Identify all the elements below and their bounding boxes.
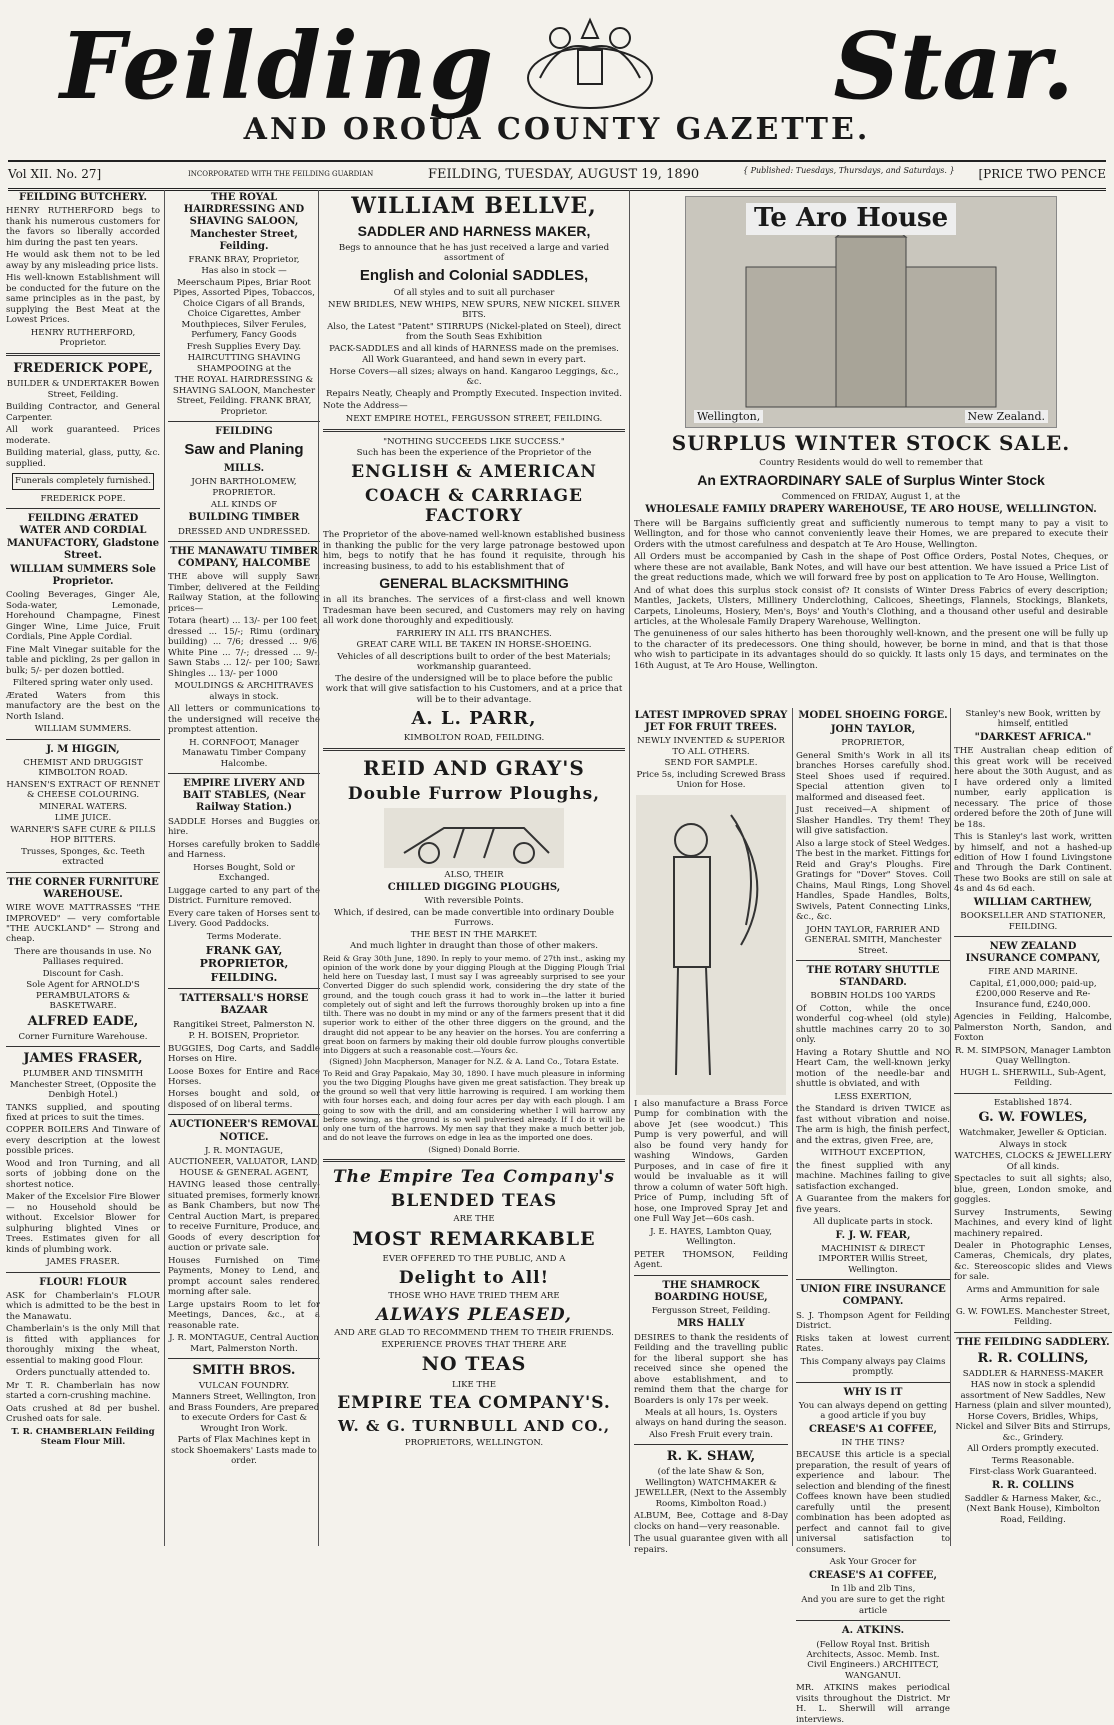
bellve-saddles: English and Colonial SADDLES, [359, 266, 589, 284]
manawatu-heading: THE MANAWATU TIMBER COMPANY, HALCOMBE [169, 546, 319, 570]
atkins-name: A. ATKINS. [841, 1625, 905, 1637]
stock-list: Meerschaum Pipes, Briar Root Pipes, Assorted Pipes, Tobaccos, Choice Cigars of all Brands, Choice Cigarettes, Amber Mouthpieces, Silver Ferules, Perfumery, Fancy Goods [173, 277, 315, 341]
masthead-subtitle: AND OROUA COUNTY GAZETTE. [243, 112, 871, 147]
divider [168, 421, 320, 422]
furniture-text-2: There are thousands in use. No Palliases required. [14, 946, 152, 968]
tea-line-3: MOST REMARKABLE [352, 1227, 596, 1250]
shaw-text-3: The usual guarantee given with all repairs. [634, 1534, 788, 1555]
te-aro-text-5: All Orders must be accompanied by Cash in the shape of Post Office Orders, Postal Notes, Cheques, or where these are not available, Bank Notes, and will have our best attention. We have issued a Price List of the great reductions made, which we will forward free by post on application to Te Aro House, Wellington. [634, 552, 1108, 584]
divider [168, 773, 320, 774]
te-aro-house-engraving [685, 196, 1057, 428]
union-text-1: S. J. Thompson Agent for Feilding District. [796, 1310, 950, 1332]
timber-line-3: DRESSED AND UNDRESSED. [177, 526, 311, 537]
higgin-item-3: LIME JUICE. [54, 813, 112, 824]
bellve-text-7: Horse Covers—all sizes; always on hand. Kangaroo Leggings, &c., &c. [329, 366, 619, 388]
stanley-text-4: This is Stanley's last work, written by himself, and not a hashed-up edition of How I found Livingstone and Through the Dark Continent. These two Books are still on sale at 4s and 4s 6d each. [954, 832, 1112, 895]
livery-text-1: SADDLE Horses and Buggies on hire. [168, 816, 320, 838]
flour-text-4: Mr T. R. Chamberlain has now started a corn-crushing machine. [6, 1380, 160, 1402]
column-5 [792, 708, 950, 1725]
furniture-text-1: WIRE WOVE MATTRASSES "THE IMPROVED" — very comfortable "THE AUCKLAND" — Strong and cheap. [6, 903, 160, 945]
shamrock-text-1: DESIRES to thank the residents of Feilding and the travelling public for the liberal support she has received since she opened the above establishment, and to remind them that the charge for Boarders is only 17s per week. [634, 1332, 788, 1406]
divider [168, 541, 320, 542]
boisen-name: P. H. BOISEN, Proprietor. [188, 1031, 300, 1042]
auction-text-1: HAVING leased those centrally-situated premises, formerly known as Bank Chambers, but now The Central Auction Mart, is prepared to receive Furniture, Produce, and Goods of every description for auction or private sale. [168, 1180, 320, 1254]
divider [6, 353, 160, 356]
bellve-subheading: SADDLER AND HARNESS MAKER, [357, 222, 591, 239]
sherwill-signature: HUGH L. SHERWILL, Sub-Agent, Feilding. [959, 1067, 1107, 1089]
divider [634, 1444, 788, 1445]
mill-proprietor: PROPRIETOR. [212, 488, 276, 499]
reid-letter-2: To Reid and Gray Papakaio, May 30, 1890. I have much pleasure in informing you the two Digging Ploughs have given me great satisfaction. They break up the ground so well that very little harrowing is required. I am working them with four horses each, and doing four acres per day with each plough. I am going to sow with the drill, and am considering whether I will harrow any before sowing, as the ground is so well pulverised already. If I do it will be only one turn of the harrows. My men say that they make a much better job, and do not leave the furrows on edge in lea as the imported one does. [323, 1068, 625, 1143]
bellve-text-6: All Work Guaranteed, and hand sewn in every part. [362, 355, 586, 366]
fowles-heading: G. W. FOWLES, [978, 1110, 1088, 1126]
collins-text-4: First-class Work Guaranteed. [969, 1467, 1097, 1478]
vinegar-text: Fine Malt Vinegar suitable for the table and pickling, 2s per gallon in bulk; 5/- per dozen bottled. [6, 644, 160, 676]
engraving-title: Te Aro House [746, 203, 956, 235]
tea-line-12: EMPIRE TEA COMPANY'S. [337, 1393, 611, 1414]
auction-text-2: Houses Furnished on Time Payments, Money to Lend, and prompt account sales rendered morning after sale. [168, 1255, 320, 1298]
why-text-1: You can always depend on getting a good article if you buy [798, 1400, 948, 1422]
parr-signature: A. L. PARR, [411, 708, 537, 730]
reid-heading-1: REID AND GRAY'S [363, 756, 585, 781]
man-with-spray-illustration [636, 795, 786, 1095]
hayes-text-5: I also manufacture a Brass Force Pump for combination with the above Jet (see woodcut.) This Pump is very powerful, and will also be found very handy for washing Windows, Garden Purposes, and in case of fire it would be invaluable as it will throw a column of water 50ft high. Price of Pump, including 5ft of hose, one Improved Spray Jet and one Full Way Jet—60s cash. [634, 1098, 788, 1225]
taylor-text-2: Just received—A shipment of Slasher Handles. Try them! They will give satisfaction. [796, 805, 950, 837]
divider [168, 1114, 320, 1115]
carthew-name: WILLIAM CARTHEW, [973, 896, 1093, 908]
tattersall-text-2: Loose Boxes for Entire and Race Horses. [168, 1066, 320, 1087]
bellve-text-10: NEXT EMPIRE HOTEL, FERGUSSON STREET, FEILDING. [345, 413, 603, 424]
collins-subheading: SADDLER & HARNESS-MAKER [962, 1368, 1104, 1379]
livery-text-2: Horses carefully broken to Saddle and Harness. [168, 839, 320, 861]
te-aro-text-2: Commenced on FRIDAY, August 1, at the [781, 491, 961, 502]
higgin-item-2: MINERAL WATERS. [38, 801, 128, 812]
divider [6, 508, 160, 509]
tattersall-text-3: Horses bought and sold, or disposed of on liberal terms. [168, 1089, 320, 1110]
rotary-text-6: WITHOUT EXCEPTION, [820, 1148, 926, 1159]
fowles-text-1: Always in stock [999, 1139, 1067, 1150]
auction-heading: AUCTIONEER'S REMOVAL NOTICE. [169, 1119, 319, 1143]
shamrock-text-3: Also Fresh Fruit every train. [648, 1429, 774, 1440]
higgin-heading: J. M HIGGIN, [46, 743, 120, 755]
shaw-heading: R. K. SHAW, [666, 1449, 756, 1465]
divider [796, 960, 950, 961]
rotary-text-8: A Guarantee from the makers for five years. [796, 1194, 950, 1215]
taylor-heading: MODEL SHOEING FORGE. [798, 710, 948, 721]
smith-text-2: Parts of Flax Machines kept in stock Shoemakers' Lasts made to order. [171, 1435, 317, 1467]
montague-signature: J. R. MONTAGUE, Central Auction Mart, Palmerston North. [169, 1333, 319, 1354]
collins-signature: R. R. COLLINS [991, 1479, 1075, 1491]
why-heading: WHY IS IT [843, 1386, 903, 1398]
bellve-text-2: Of all styles and to suit all purchaser [393, 288, 555, 299]
divider [954, 936, 1112, 937]
water-list: Cooling Beverages, Ginger Ale, Soda-water, Lemonade, Horehound Champagne, Finest Ginger Wine, Lime Juice, Fruit Cordials, Pine Apple Cordial. [6, 590, 160, 643]
divider [323, 429, 625, 432]
te-aro-text-3: WHOLESALE FAMILY DRAPERY WAREHOUSE, TE ARO HOUSE, WELLLINGTON. [645, 504, 1097, 516]
pope-text-3: Building material, glass, putty, &c. supplied. [6, 448, 160, 469]
tea-line-2: ARE THE [453, 1214, 495, 1225]
divider [796, 1620, 950, 1621]
parr-text-1: Such has been the experience of the Proprietor of the [356, 448, 592, 459]
timber-line-2: BUILDING TIMBER [188, 512, 300, 524]
smith-heading: SMITH BROS. [192, 1363, 296, 1379]
why-text-5: Ask Your Grocer for [829, 1557, 917, 1568]
taylor-subheading: PROPRIETOR, [841, 738, 905, 749]
te-aro-text-7: The genuineness of our sales hitherto has been thoroughly well-known, and the present one will be fully up to the character of its predecessors. One thing should, however, be borne in mind, and that is that those who wish to participate in its advantages should do so quickly. It lasts only 15 days, and terminates on the 16th August, at Te Aro House, Wellington. [634, 629, 1108, 671]
bellve-text-8: Repairs Neatly, Cheaply and Promptly Executed. Inspection invited. [326, 388, 622, 399]
fear-name: F. J. W. FEAR, [835, 1229, 911, 1241]
fowles-signature: G. W. FOWLES. Manchester Street, Feilding. [955, 1306, 1111, 1328]
tea-line-8: AND ARE GLAD TO RECOMMEND THEM TO THEIR FRIENDS. [334, 1328, 614, 1339]
eade-heading: ALFRED EADE, [27, 1013, 139, 1029]
hayes-heading-2: NEWLY INVENTED & SUPERIOR TO ALL OTHERS. [637, 736, 785, 757]
hayes-text-3: SEND FOR SAMPLE. [664, 758, 758, 769]
pope-subheading: BUILDER & UNDERTAKER Bowen Street, Feilding. [6, 379, 160, 400]
divider [796, 1279, 950, 1280]
why-text-3: IN THE TINS? [841, 1437, 905, 1448]
union-text-3: This Company always pay Claims promptly. [800, 1356, 946, 1378]
tea-line-7: ALWAYS PLEASED, [376, 1304, 572, 1325]
saddlery-heading: THE FEILDING SADDLERY. [956, 1336, 1110, 1348]
cornfoot-signature: H. CORNFOOT, Manager Manawatu Timber Company Halcombe. [182, 737, 306, 769]
livery-text-6: Terms Moderate. [206, 931, 282, 942]
higgin-subheading: CHEMIST AND DRUGGIST KIMBOLTON ROAD. [23, 757, 143, 779]
livery-text-5: Every care taken of Horses sent to Livery. Good Paddocks. [168, 908, 320, 930]
flour-text-1: ASK for Chamberlain's FLOUR which is admitted to be the best in the Manawatu. [6, 1290, 160, 1322]
parr-heading-2: COACH & CARRIAGE FACTORY [365, 485, 583, 527]
nz-insurance-text-3: Agencies in Feilding, Halcombe, Palmerston North, Sandon, and Foxton [954, 1012, 1112, 1044]
bellve-text-3: NEW BRIDLES, NEW WHIPS, NEW SPURS, NEW NICKEL SILVER BITS. [328, 299, 620, 321]
stock-heading: Has also in stock — [201, 266, 287, 277]
aerated-text: Ærated Waters from this manufactory are the best on the North Island. [6, 690, 160, 722]
divider [323, 748, 625, 751]
rotary-text-4: LESS EXERTION, [834, 1091, 912, 1102]
hally-name: MRS HALLY [677, 1318, 745, 1330]
eade-subheading: Corner Furniture Warehouse. [18, 1031, 148, 1042]
flour-signature: T. R. CHAMBERLAIN Feilding Steam Flour Mill. [11, 1426, 155, 1448]
divider [954, 1093, 1112, 1094]
parr-address: KIMBOLTON ROAD, FEILDING. [403, 732, 545, 743]
tattersall-address: Rangitikei Street, Palmerston N. [173, 1019, 315, 1030]
pope-signature: FREDERICK POPE. [40, 493, 126, 504]
timber-prices: Totara (heart) ... 13/- per 100 feet; dressed ... 15/-; Rimu (ordinary building) ... 7/6; dressed ... 9/6; White Pine ... 7/-; dressed ... 9/-; Sawn Stabs ... 12/- per 100; Sawn Shingles ... 13/- per 1000 [168, 616, 320, 679]
livery-text-3: Horses Bought, Sold or Exchanged. [193, 862, 295, 884]
butchery-text-1: HENRY RUTHERFORD begs to thank his numerous customers for the favors so liberally accorded him during the past ten years. [6, 206, 160, 248]
collins-text-1: HAS now in stock a splendid assortment of New Saddles, New Harness (plain and silver mounted), Horse Covers, Bridles, Whips, Nickel and Silver Bits and Stirrups, &c., Grindery. [954, 1380, 1112, 1443]
divider [6, 872, 160, 873]
mouldings: MOULDINGS & ARCHITRAVES always in stock. [174, 681, 314, 702]
higgin-item-4: WARNER'S SAFE CURE & PILLS HOP BITTERS. [10, 824, 156, 846]
engraving-caption-left: Wellington, [694, 410, 763, 423]
water-heading: FEILDING ÆRATED WATER AND CORDIAL MANUFACTORY, Gladstone Street. [6, 513, 160, 561]
flour-heading: FLOUR! FLOUR [39, 1276, 127, 1288]
pope-funerals-box: Funerals completely furnished. [12, 473, 154, 489]
divider [323, 1159, 625, 1162]
volume-number: Vol XII. No. 27] [8, 167, 102, 181]
stanley-text-2: "DARKEST AFRICA." [974, 731, 1092, 743]
butchery-text-3: His well-known Establishment will be conducted for the future on the same principles as in the past, by supplying the Best Meat at the Lowest Prices. [6, 273, 160, 326]
column-6 [950, 708, 1112, 1546]
mill-heading: FEILDING [215, 426, 273, 438]
hairdressing-heading: THE ROYAL HAIRDRESSING AND SHAVING SALOON, Manchester Street, Feilding. [183, 192, 305, 252]
parr-text-3: in all its branches. The services of a first-class and well known Tradesman have been secured, and Customers may rely on having all work done thoroughly and expeditiously. [323, 595, 625, 627]
nz-insurance-text-1: FIRE AND MARINE. [988, 967, 1078, 978]
bartholomew-name: JOHN BARTHOLOMEW, [191, 476, 297, 487]
rotary-heading: THE ROTARY SHUTTLE STANDARD. [806, 965, 940, 989]
parr-text-2: The Proprietor of the above-named well-known established business in thanking the public for the very large patronage bestowed upon him, begs to notify that he has found it requisite, through his increasing business, to add to his establishment that of [323, 530, 625, 572]
bray-name: FRANK BRAY, Proprietor, [188, 254, 300, 265]
collins-heading: R. R. COLLINS, [977, 1351, 1089, 1367]
fear-subheading: MACHINIST & DIRECT IMPORTER Willis Street, Wellington. [818, 1243, 928, 1275]
shamrock-address: Fergusson Street, Feilding. [651, 1305, 771, 1316]
bellve-text-5: PACK-SADDLES and all kinds of HARNESS made on the premises. [329, 343, 619, 354]
smith-subheading: VULCAN FOUNDRY. [198, 1380, 290, 1391]
fraser-text-3: Wood and Iron Turning, and all sorts of jobbing done on the shortest notice. [6, 1158, 160, 1190]
publication-days: { Published: Tuesdays, Thursdays, and Saturdays. } [743, 166, 955, 175]
filtered-text: Filtered spring water only used. [12, 678, 154, 689]
tea-line-9: EXPERIENCE PROVES THAT THERE ARE [381, 1339, 567, 1350]
hairdressing-signature: THE ROYAL HAIRDRESSING & SHAVING SALOON, Manchester Street, Feilding. FRANK BRAY, Proprietor. [172, 375, 316, 417]
furniture-text-4: Sole Agent for ARNOLD'S PERAMBULATORS & BASKETWARE. [26, 980, 140, 1012]
bellve-text-1: Begs to announce that he has just received a large and varied assortment of [338, 242, 610, 264]
reid-text-5: THE BEST IN THE MARKET. [410, 929, 538, 940]
plough-illustration [384, 808, 564, 868]
reid-text-6: And much lighter in draught than those of other makers. [350, 941, 598, 952]
column-4 [634, 708, 788, 1555]
shaw-text-1: (of the late Shaw & Son, Wellington) WATCHMAKER & JEWELLER, (Next to the Assembly Rooms, Kimbolton Road.) [635, 1467, 787, 1509]
nz-insurance-heading: NEW ZEALAND INSURANCE COMPANY, [965, 941, 1101, 965]
fowles-text-6: Arms and Ammunition for sale Arms repaired. [966, 1284, 1100, 1306]
fowles-subheading: Watchmaker, Jeweller & Optician. [959, 1128, 1107, 1139]
collins-text-3: Terms Reasonable. [991, 1455, 1075, 1466]
gay-signature: FRANK GAY, PROPRIETOR, FEILDING. [199, 943, 289, 984]
pope-text-2: All work guaranteed. Prices moderate. [6, 425, 160, 446]
parr-blacksmithing: GENERAL BLACKSMITHING [379, 575, 569, 592]
engraving-caption-right: New Zealand. [965, 410, 1048, 423]
atkins-text-2: MR. ATKINS makes periodical visits throughout the District. Mr H. L. Sherwill will arrange interviews. [796, 1683, 950, 1725]
bellve-text-4: Also, the Latest "Patent" STIRRUPS (Nickel-plated on Steel), direct from the South Seas Exhibition [327, 321, 621, 343]
parr-heading-1: ENGLISH & AMERICAN [351, 461, 597, 482]
fresh-supplies: Fresh Supplies Every Day. [186, 341, 302, 352]
reid-heading-2: Double Furrow Ploughs, [347, 783, 601, 804]
livery-text-4: Luggage carted to any part of the District. Furniture removed. [168, 885, 320, 907]
auction-text-3: Large upstairs Room to let for Meetings, Dances, &c., at a reasonable rate. [168, 1299, 320, 1331]
hayes-text-4: Price 5s, including Screwed Brass Union for Hose. [636, 769, 786, 791]
livery-heading: EMPIRE LIVERY AND BAIT STABLES, (Near Railway Station.) [182, 778, 306, 814]
taylor-text-3: Also a large stock of Steel Wedges. The best in the market. Fittings for Reid and Gray's Ploughs. Fire Gratings for "Dover" Stoves. Coil Chains, Maul Rings, Long Shovel Handles, Spade Handles, Bolts, Swivels, Patent Connecting Links, &c., &c. [796, 838, 950, 923]
reid-letter-1: Reid & Gray 30th June, 1890. In reply to your memo. of 27th inst., asking my opinion of the work done by your digging Plough at the Digging Plough Trial held here on Tuesday last, I must say I was agreeably surprised to see your Converted Digger do such splendid work, considering the dry state of the ground, and the tough couch grass it had to work in—the latter it buried completely out of sight and left the furrows thoroughly broken up into a fine tilth. There was no doubt in my mind or any of the farmers present that it did superior work to either of the other three diggers on the ground, and the draught did not appear to be any heavier on the horses. You are conferring a great boon on farmers by making their old double furrow ploughs convertible into Diggers at such a reasonable cost.—Yours &c. [323, 953, 625, 1056]
furniture-text-3: Discount for Cash. [42, 968, 124, 979]
butchery-heading: FEILDING BUTCHERY. [19, 192, 147, 203]
dateline [8, 160, 1106, 191]
why-text-4: BECAUSE this article is a special preparation, the result of years of experience and labour. The selection and blending of the finest Coffees known have been studied carefully until the present combination has been adopted as perfect and cannot fail to give universal satisfaction to consumers. [796, 1450, 950, 1555]
fraser-text-1: TANKS supplied, and spouting fixed at prices to suit the times. [6, 1102, 160, 1123]
pope-heading: FREDERICK POPE, [13, 361, 153, 377]
hayes-heading-1: LATEST IMPROVED SPRAY JET FOR FRUIT TREES. [634, 710, 788, 734]
taylor-signature: JOHN TAYLOR, FARRIER AND GENERAL SMITH, Manchester Street. [804, 924, 942, 956]
higgin-item-5: Trusses, Sponges, &c. Teeth extracted [21, 846, 145, 868]
rotary-text-1: BOBBIN HOLDS 100 YARDS [810, 991, 936, 1002]
union-text-2: Risks taken at lowest current Rates. [796, 1333, 950, 1355]
rotary-text-2: Of Cotton, while the once wonderful cog-wheel (old style) shuttle machines carry 20 to 30 only. [796, 1003, 950, 1046]
te-aro-advert [634, 190, 1108, 702]
divider [634, 1275, 788, 1276]
rotary-text-3: Having a Rotary Shuttle and NO Heart Cam, the well-known jerky motion of the needle-bar and shuttle is obviated, and with [796, 1047, 950, 1090]
reid-text-4: Which, if desired, can be made convertible into ordinary Double Furrows. [334, 907, 614, 929]
bellve-text-9: Note the Address— [323, 401, 408, 412]
fowles-text-2: WATCHES, CLOCKS & JEWELLERY Of all kinds. [954, 1151, 1112, 1172]
divider [6, 1272, 160, 1273]
tattersall-heading: TATTERSALL'S HORSE BAZAAR [179, 993, 309, 1017]
collins-text-2: All Orders promptly executed. [967, 1444, 1099, 1455]
coat-of-arms-icon [520, 8, 660, 118]
montague-name: J. R. MONTAGUE, [204, 1145, 284, 1156]
stanley-text-3: THE Australian cheap edition of this great work will be received here about the 30th August, and as I have ordered only a limited number, early application is necessary. The price of those ordered before the 20th of June will be 18s. [954, 746, 1112, 830]
parr-text-6: Vehicles of all descriptions built to order of the best Materials; workmanship guaranteed. [337, 651, 611, 673]
tea-line-4: EVER OFFERED TO THE PUBLIC, AND A [382, 1254, 566, 1265]
union-heading: UNION FIRE INSURANCE COMPANY. [800, 1284, 946, 1308]
tea-line-6: THOSE WHO HAVE TRIED THEM ARE [388, 1291, 560, 1302]
te-aro-text-6: And of what does this surplus stock consist of? It consists of Winter Dress Fabrics of every description; Mantles, Jackets, Ulsters, Millinery Underclothing, Calicoes, Sheetings, Flannels, Stockings, Blankets, Carpets, Linoleums, Hosiery, Men's, Boys' and Youth's Clothing, and a thousand other useful and desirable articles, at the Wholesale Family Drapery Warehouse, Wellington. [634, 585, 1108, 627]
tea-line-5: Delight to All! [398, 1267, 550, 1288]
tea-line-1: BLENDED TEAS [390, 1190, 558, 1211]
collins-signature-2: Saddler & Harness Maker, &c., (Next Bank House), Kimbolton Road, Feilding. [964, 1493, 1102, 1525]
price: [PRICE TWO PENCE [978, 167, 1106, 181]
reid-signature-1: (Signed) John Macpherson, Manager for N.Z. & A. Land Co., Totara Estate. [329, 1057, 619, 1067]
pope-text-1: Building Contractor, and General Carpenter. [6, 402, 160, 423]
mills: MILLS. [223, 462, 265, 474]
fowles-established: Established 1874. [993, 1097, 1073, 1108]
smith-text-1: Manners Street, Wellington, Iron and Brass Founders, Are prepared to execute Orders for Cast & Wrought Iron Work. [168, 1392, 320, 1434]
place-date: FEILDING, TUESDAY, AUGUST 19, 1890 [428, 167, 700, 182]
why-text-2: CREASE'S A1 COFFEE, [808, 1423, 938, 1435]
shamrock-text-2: Meals at all hours, 1s. Oysters always on hand during the season. [635, 1407, 787, 1429]
why-text-8: And you are sure to get the right article [801, 1595, 945, 1616]
higgin-item-1: HANSEN'S EXTRACT OF RENNET & CHEESE COLOURING. [6, 779, 160, 801]
parr-quote: "NOTHING SUCCEEDS LIKE SUCCESS." [383, 436, 565, 447]
tattersall-text-1: BUGGIES, Dog Carts, and Saddle Horses on Hire. [168, 1043, 320, 1065]
fowles-text-3: Spectacles to suit all sights; also, blue, green, London smoke, and goggles. [954, 1174, 1112, 1206]
tea-heading: The Empire Tea Company's [333, 1166, 615, 1187]
divider [796, 1382, 950, 1383]
montague-subheading: AUCTIONEER, VALUATOR, LAND, HOUSE & GENERAL AGENT, [168, 1157, 320, 1178]
fraser-text-4: Maker of the Excelsior Fire Blower — no Household should be without. Excelsior Blower for sulphuring blighted Vines or Trees. Estimates given for all kinds of plumbing work. [6, 1192, 160, 1255]
column-1 [6, 190, 160, 1546]
atkins-text-1: (Fellow Royal Inst. British Architects, Assoc. Memb. Inst. Civil Engineers.) ARCHITECT, WANGANUI. [806, 1639, 940, 1681]
fraser-signature: JAMES FRASER. [46, 1257, 120, 1268]
flour-text-5: Oats crushed at 8d per bushel. Crushed oats for sale. [6, 1403, 160, 1425]
butchery-signature: HENRY RUTHERFORD, Proprietor. [30, 327, 136, 348]
te-aro-heading: SURPLUS WINTER STOCK SALE. [671, 431, 1071, 455]
reid-text-3: With reversible Points. [424, 896, 524, 907]
tea-line-11: LIKE THE [451, 1379, 497, 1390]
nz-insurance-text-2: Capital, £1,000,000; paid-up, £200,000 Reserve and Re-Insurance fund, £240,000. [969, 978, 1097, 1010]
mill-title: Saw and Planing [184, 441, 304, 459]
taylor-text-1: General Smith's Work in all its branches Horses carefully shod. Steel Shoes used if required. Special attention given to malformed and diseased feet. [796, 750, 950, 803]
reid-text-1: ALSO, THEIR [444, 869, 504, 880]
fowles-text-5: Dealer in Photographic Lenses, Cameras, Chemicals, dry plates, &c. Stereoscopic slides and Views for sale. [954, 1240, 1112, 1283]
divider [168, 1358, 320, 1359]
rotary-text-5: the Standard is driven TWICE as fast without vibration and noise. The arm is high, the finish perfect, and the extras, given Free, are, [796, 1104, 950, 1146]
divider [168, 988, 320, 989]
column-2 [164, 190, 320, 1546]
reid-signature-2: (Signed) Donald Borrie. [428, 1144, 520, 1154]
haircutting: HAIRCUTTING SHAVING SHAMPOOING at the [187, 353, 301, 374]
bellve-heading: WILLIAM BELLVE, [351, 193, 597, 219]
furniture-heading: THE CORNER FURNITURE WAREHOUSE. [7, 876, 159, 900]
parr-text-4: FARRIERY IN ALL ITS BRANCHES. [396, 628, 552, 639]
why-text-7: In 1lb and 2lb Tins, [830, 1583, 916, 1594]
divider [6, 739, 160, 740]
butchery-text-2: He would ask them not to be led away by any misleading price lists. [6, 250, 160, 271]
reid-text-2: CHILLED DIGGING PLOUGHS, [387, 882, 561, 894]
rotary-text-9: All duplicate parts in stock. [813, 1217, 933, 1228]
manawatu-text: THE above will supply Sawn Timber, delivered at the Feilding Railway Station, at the following prices— [168, 572, 320, 614]
simpson-signature: R. M. SIMPSON, Manager Lambton Quay Wellington. [954, 1045, 1112, 1067]
fraser-heading: JAMES FRASER, [23, 1051, 143, 1067]
masthead [0, 0, 1114, 160]
thomson-agent: PETER THOMSON, Feilding Agent. [634, 1249, 788, 1271]
tea-line-14: PROPRIETORS, WELLINGTON. [404, 1438, 544, 1449]
column-3 [318, 190, 630, 1546]
fraser-subheading: PLUMBER AND TINSMITH Manchester Street, (Opposite the Denbigh Hotel.) [9, 1069, 157, 1101]
divider [954, 1332, 1112, 1333]
fowles-text-4: Survey Instruments, Sewing Machines, and every kind of light machinery repaired. [954, 1207, 1112, 1239]
carthew-subheading: BOOKSELLER AND STATIONER, FEILDING. [960, 911, 1106, 932]
hayes-signature: J. E. HAYES, Lambton Quay, Wellington. [650, 1226, 772, 1248]
te-aro-text-4: There will be Bargains sufficiently great and sufficiently numerous to tempt many to pay a visit to Wellington, and for those who cannot conveniently leave their Homes, we are prepared to execute their Orders with the utmost carefulness and despatch at Te Aro House, Wellington. [634, 518, 1108, 550]
letters-text: All letters or communications to the undersigned will receive the promptest attention. [168, 704, 320, 736]
tea-line-13: W. & G. TURNBULL AND CO., [337, 1416, 611, 1435]
fraser-text-2: COPPER BOILERS And Tinware of every description at the lowest possible prices. [6, 1125, 160, 1157]
shamrock-heading: THE SHAMROCK BOARDING HOUSE, [654, 1279, 768, 1303]
taylor-name: JOHN TAYLOR, [830, 724, 916, 736]
masthead-title-left: Feilding [60, 12, 496, 120]
te-aro-text-1: Country Residents would do well to remember that [759, 458, 983, 469]
flour-text-3: Orders punctually attended to. [15, 1368, 151, 1379]
stanley-text-1: Stanley's new Book, written by himself, entitled [965, 709, 1101, 730]
shaw-text-2: ALBUM, Bee, Cottage and 8-Day clocks on hand—very reasonable. [634, 1511, 788, 1532]
te-aro-heading-2: An EXTRAORDINARY SALE of Surplus Winter Stock [697, 471, 1045, 488]
divider [6, 1046, 160, 1047]
why-text-6: CREASE'S A1 COFFEE, [808, 1569, 938, 1581]
tea-line-10: NO TEAS [421, 1353, 527, 1376]
flour-text-2: Chamberlain's is the only Mill that is fitted with appliances for thoroughly mixing the wheat, essential to making good Flour. [6, 1324, 160, 1366]
masthead-title-right: Star. [833, 12, 1074, 120]
timber-line-1: ALL KINDS OF [210, 499, 278, 510]
rotary-text-7: the finest supplied with any machine. Machines failing to give satisfaction exchanged. [796, 1160, 950, 1192]
incorporated-note: INCORPORATED WITH THE FEILDING GUARDIAN [188, 170, 374, 178]
summers-name: WILLIAM SUMMERS Sole Proprietor. [10, 563, 156, 588]
parr-text-5: GREAT CARE WILL BE TAKEN IN HORSE-SHOEING. [356, 640, 592, 651]
parr-text-7: The desire of the undersigned will be to place before the public work that will give satisfaction to his Customers, and at a price that will be to their advantage. [325, 673, 623, 705]
summers-signature: WILLIAM SUMMERS. [34, 724, 132, 735]
